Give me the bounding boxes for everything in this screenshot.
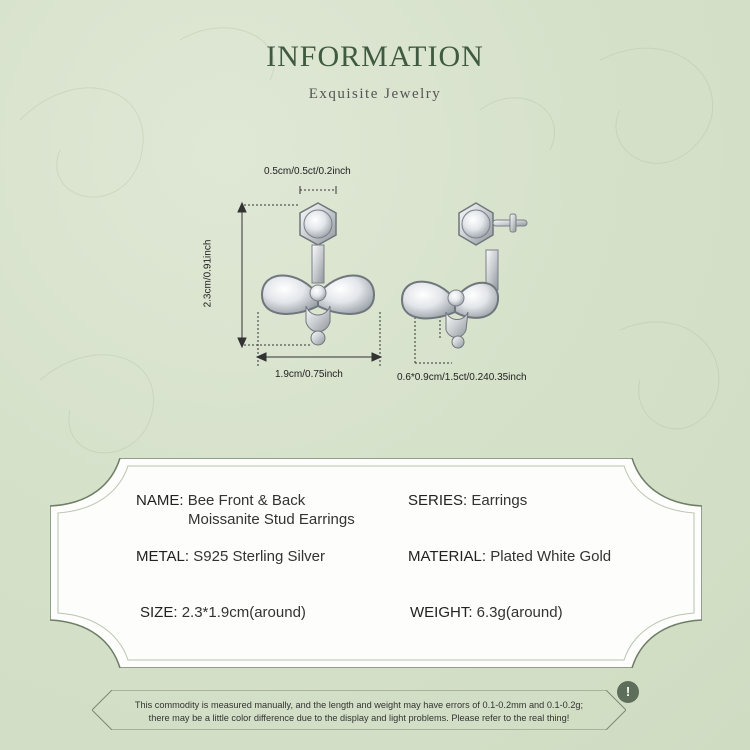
name-label: NAME: (136, 492, 184, 509)
name-value-line1: Bee Front & Back (187, 492, 306, 509)
disclaimer-line-2: there may be a little color difference due to the display and light problems. Please refer to the real thing! (148, 713, 570, 723)
width-dimension: 1.9cm/0.75inch (275, 369, 343, 380)
left-earring (262, 203, 374, 345)
metal-value: S925 Sterling Silver (193, 548, 325, 565)
disclaimer-banner (92, 690, 626, 730)
spec-card (50, 458, 702, 668)
disclaimer-text (92, 699, 626, 725)
material-row (408, 548, 611, 565)
page-subtitle: Exquisite Jewelry (308, 86, 442, 102)
height-dimension: 2.3cm/0.91inch (202, 239, 214, 308)
metal-label: METAL: (136, 548, 190, 565)
name-row (136, 492, 305, 509)
disclaimer-line-1: This commodity is measured manually, and the length and weight may have errors of 0.1-0.2mm and 0.1-0.2g; (134, 700, 584, 710)
right-earring (402, 203, 527, 348)
material-value: Plated White Gold (490, 548, 612, 565)
material-label: MATERIAL: (408, 548, 487, 565)
size-row (140, 604, 306, 621)
size-value: 2.3*1.9cm(around) (181, 604, 306, 621)
side-stone-dimension: 0.6*0.9cm/1.5ct/0.240.35inch (397, 372, 527, 383)
series-row (408, 492, 527, 509)
weight-label: WEIGHT: (410, 604, 473, 621)
warning-icon: ! (617, 681, 639, 703)
series-value: Earrings (471, 492, 528, 509)
top-stone-dimension: 0.5cm/0.5ct/0.2inch (264, 166, 351, 177)
name-value-line2: Moissanite Stud Earrings (188, 511, 355, 528)
series-label: SERIES: (408, 492, 468, 509)
page-title: INFORMATION (266, 40, 484, 73)
metal-row (136, 548, 325, 565)
size-label: SIZE: (140, 604, 178, 621)
weight-value: 6.3g(around) (476, 604, 563, 621)
weight-row (410, 604, 563, 621)
